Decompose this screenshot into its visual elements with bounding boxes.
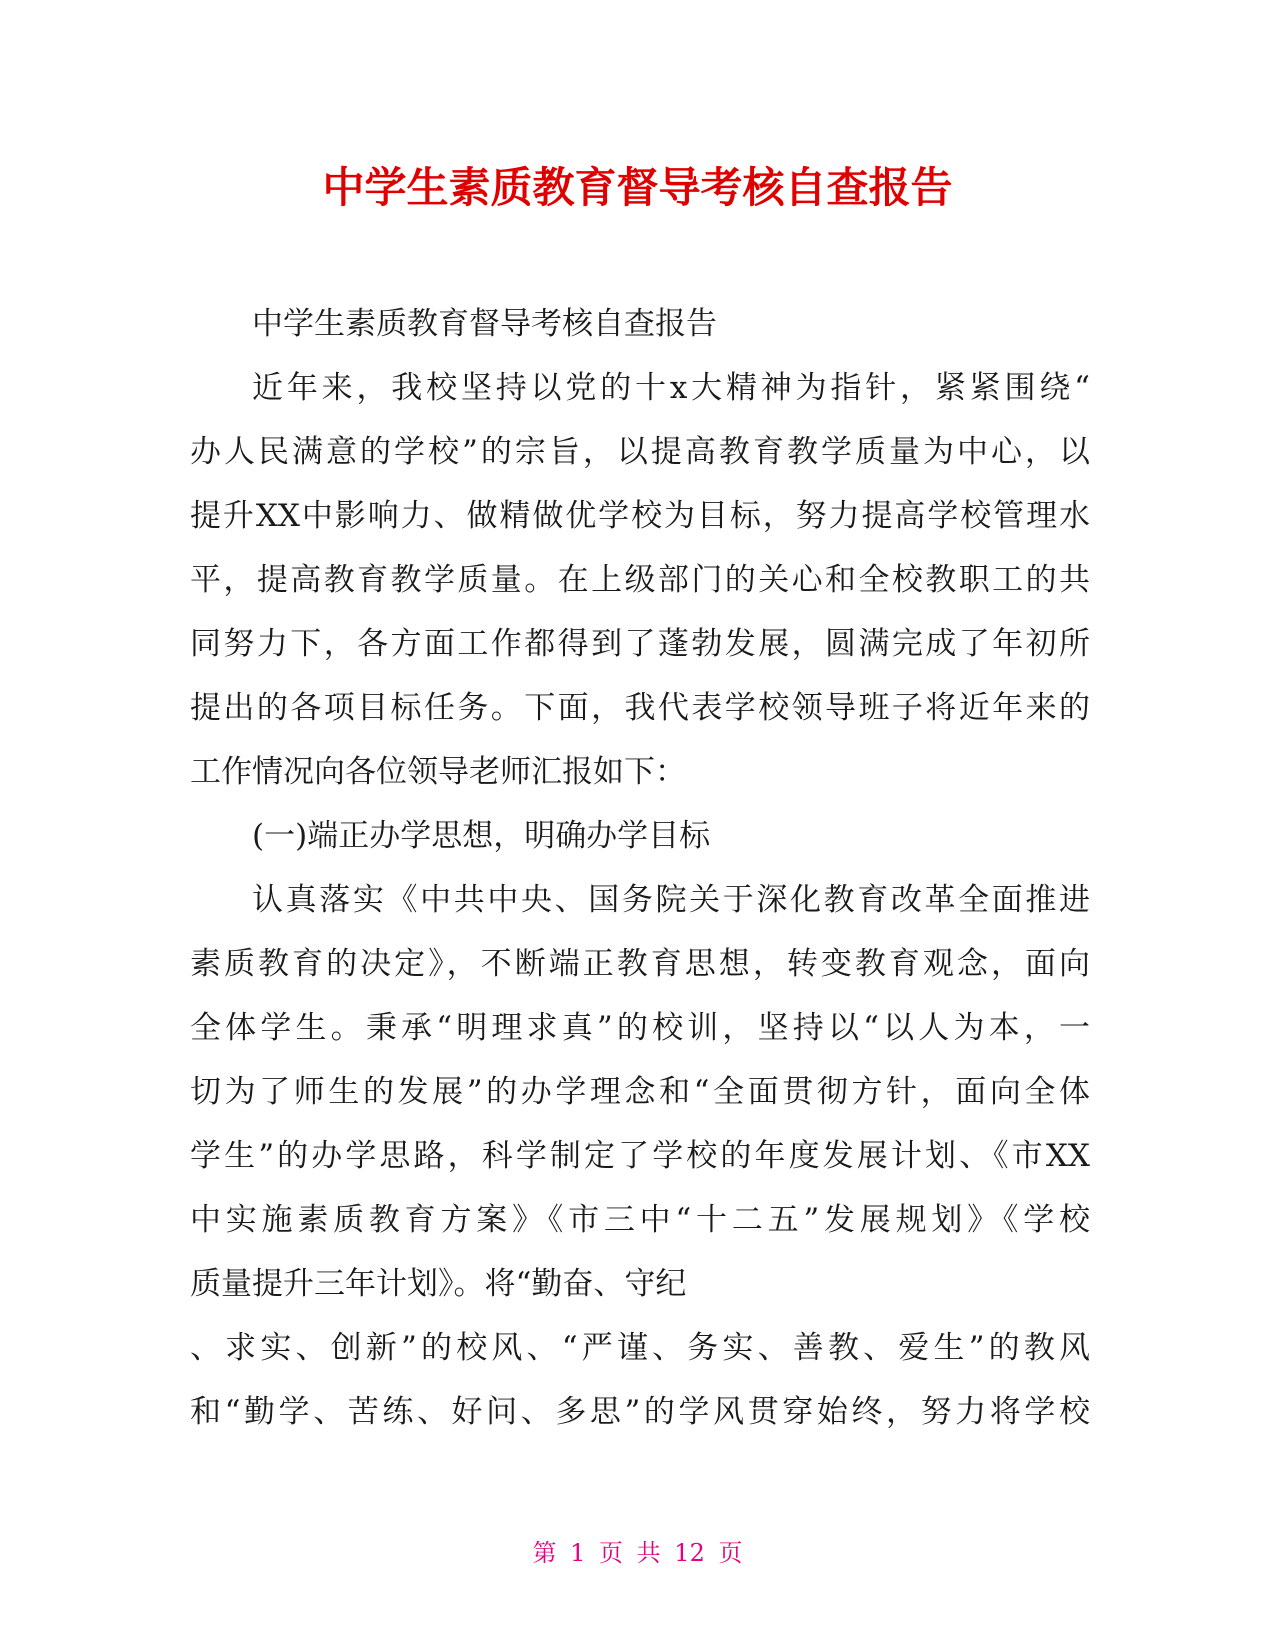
body-line: 认真落实《中共中央、国务院关于深化教育改革全面推进 <box>252 882 1090 918</box>
page-number-footer: 第 1 页 共 12 页 <box>532 1539 743 1567</box>
section-heading: (一)端正办学思想，明确办学目标 <box>252 818 711 854</box>
body-line: 同努力下，各方面工作都得到了蓬勃发展，圆满完成了年初所 <box>190 626 1090 662</box>
body-line: 办人民满意的学校”的宗旨，以提高教育教学质量为中心，以 <box>190 434 1090 470</box>
body-line: 学生”的办学思路，科学制定了学校的年度发展计划、《市XX <box>190 1138 1090 1174</box>
body-line: 和“勤学、苦练、好问、多思”的学风贯穿始终，努力将学校 <box>190 1394 1090 1430</box>
body-line: 、求实、创新”的校风、“严谨、务实、善教、爱生”的教风 <box>190 1330 1090 1366</box>
document-title: 中学生素质教育督导考核自查报告 <box>322 163 953 212</box>
body-line: 切为了师生的发展”的办学理念和“全面贯彻方针，面向全体 <box>190 1074 1090 1110</box>
body-line: 中实施素质教育方案》《市三中“十二五”发展规划》《学校 <box>190 1202 1090 1238</box>
body-line: 平，提高教育教学质量。在上级部门的关心和全校教职工的共 <box>190 562 1090 598</box>
body-line: 素质教育的决定》，不断端正教育思想，转变教育观念，面向 <box>190 946 1090 982</box>
body-line: 质量提升三年计划》。将“勤奋、守纪 <box>190 1266 687 1302</box>
body-line: 近年来，我校坚持以党的十x大精神为指针，紧紧围绕“ <box>252 370 1090 406</box>
body-line: 提出的各项目标任务。下面，我代表学校领导班子将近年来的 <box>190 690 1090 726</box>
body-line: 全体学生。秉承“明理求真”的校训，坚持以“以人为本，一 <box>190 1010 1090 1046</box>
body-line: 提升XX中影响力、做精做优学校为目标，努力提高学校管理水 <box>190 498 1090 534</box>
body-line: 工作情况向各位领导老师汇报如下： <box>190 754 686 790</box>
document-body <box>190 292 1090 1444</box>
body-line-subtitle: 中学生素质教育督导考核自查报告 <box>252 306 717 342</box>
